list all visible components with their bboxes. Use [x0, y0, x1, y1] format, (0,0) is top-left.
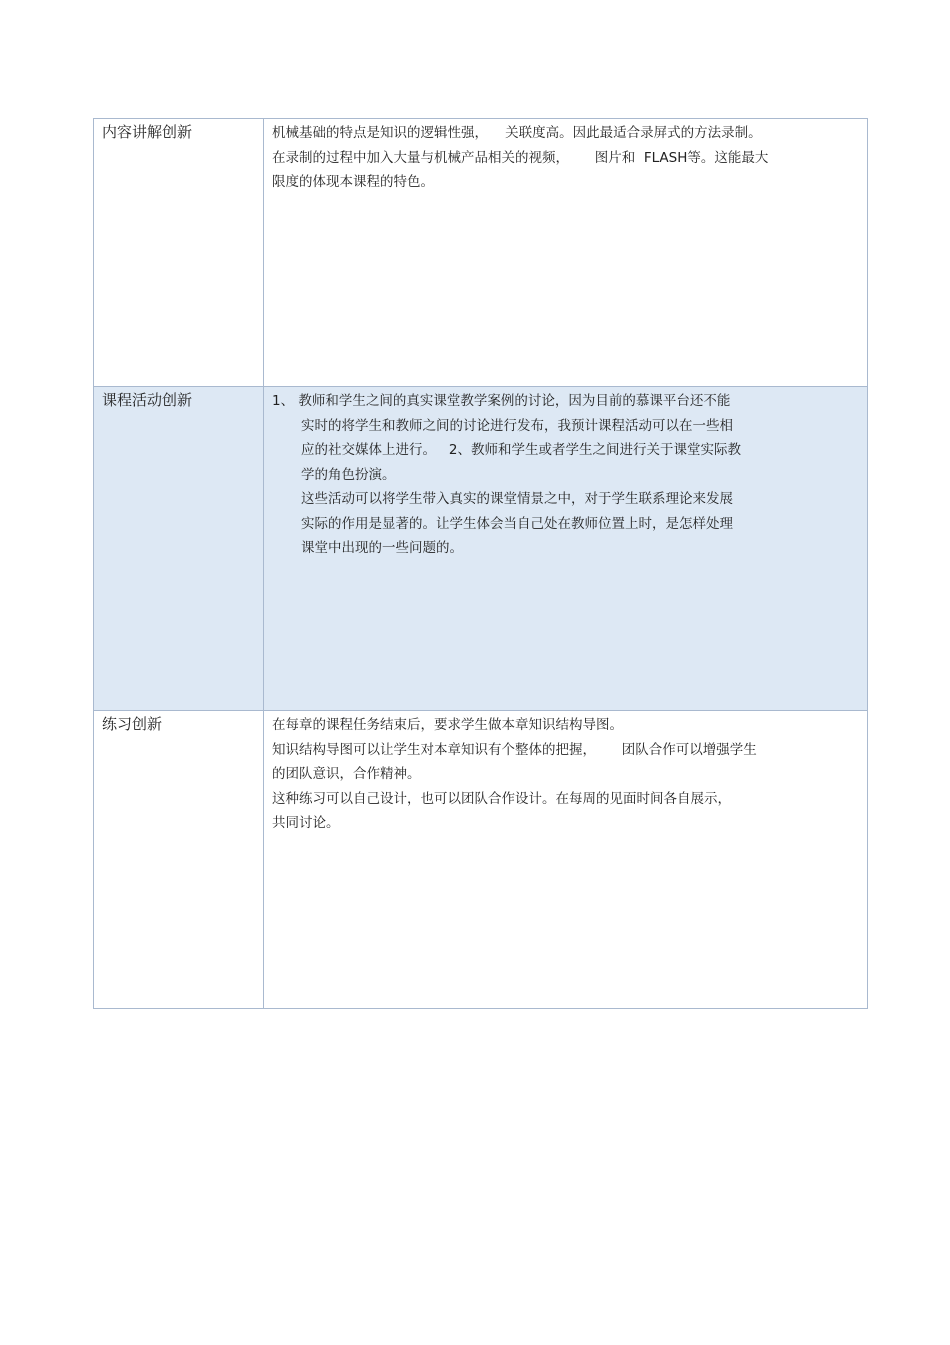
table-row [94, 119, 868, 387]
row-content-cell [264, 119, 868, 387]
row-label-cell [94, 711, 264, 1009]
content-line: 这种练习可以自己设计，也可以团队合作设计。在每周的见面时间各自展示， [272, 790, 731, 807]
content-line: 实时的将学生和教师之间的讨论进行发布，我预计课程活动可以在一些相 [301, 417, 733, 434]
content-line: 应的社交媒体上进行。 2、教师和学生或者学生之间进行关于课堂实际教 [301, 442, 741, 458]
innovation-table [93, 118, 868, 1009]
content-line: 课堂中出现的一些问题的。 [301, 540, 463, 556]
row-content-cell [264, 387, 868, 711]
row-label-cell [94, 119, 264, 387]
row-label: 内容讲解创新 [102, 123, 193, 141]
content-line: 共同讨论。 [272, 815, 340, 831]
row-label: 课程活动创新 [102, 391, 193, 409]
content-line: 限度的体现本课程的特色。 [272, 174, 434, 190]
content-line: 在录制的过程中加入大量与机械产品相关的视频， 图片和 FLASH等。这能最大 [272, 149, 769, 166]
table-row [94, 387, 868, 711]
content-line: 学的角色扮演。 [301, 466, 396, 483]
row-content-cell [264, 711, 868, 1009]
content-line: 这些活动可以将学生带入真实的课堂情景之中，对于学生联系理论来发展 [301, 491, 733, 507]
row-label-cell [94, 387, 264, 711]
table-row [94, 711, 868, 1009]
content-line: 知识结构导图可以让学生对本章知识有个整体的把握， 团队合作可以增强学生 [272, 741, 757, 758]
content-line: 在每章的课程任务结束后，要求学生做本章知识结构导图。 [272, 717, 623, 733]
row-label: 练习创新 [102, 715, 163, 733]
content-line: 的团队意识，合作精神。 [272, 766, 421, 782]
content-line: 实际的作用是显著的。让学生体会当自己处在教师位置上时，是怎样处理 [301, 515, 733, 532]
content-line: 1、 教师和学生之间的真实课堂教学案例的讨论，因为目前的慕课平台还不能 [272, 393, 731, 409]
content-line: 机械基础的特点是知识的逻辑性强， 关联度高。因此最适合录屏式的方法录制。 [272, 125, 762, 141]
